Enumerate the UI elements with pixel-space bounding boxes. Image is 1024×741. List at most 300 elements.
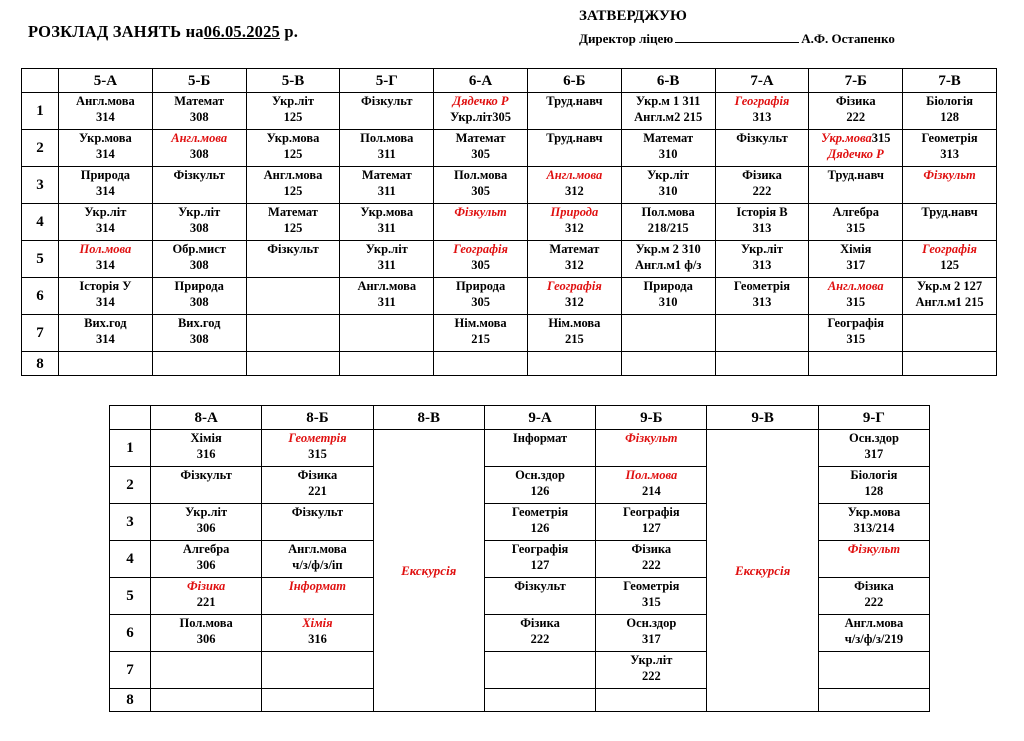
lesson-row [22, 93, 997, 130]
lesson-cell [151, 578, 262, 615]
lesson-text: 214 [641, 484, 661, 498]
lesson-text: Історія У [79, 279, 132, 293]
lesson-text: Математ [455, 131, 506, 145]
lesson-cell [340, 315, 434, 352]
lesson-cell [262, 541, 373, 578]
lesson-cell [809, 278, 903, 315]
lesson-text: 215 [471, 332, 490, 346]
signature-line [675, 42, 799, 43]
lesson-text: Пол.мова [641, 205, 695, 219]
lesson-cell [621, 93, 715, 130]
lesson-text: Фізкульт [180, 468, 232, 482]
lesson-cell [903, 167, 997, 204]
lesson-text: 305 [471, 258, 490, 272]
lesson-text: Алгебра [832, 205, 880, 219]
lesson-text: Фізкульт [173, 168, 225, 182]
lesson-cell [818, 689, 929, 712]
lesson-text: Укр.літ [365, 242, 408, 256]
lesson-cell [340, 204, 434, 241]
lesson-text: 312 [565, 258, 584, 272]
class-column-header: 8-В [373, 406, 484, 430]
lesson-text: 128 [940, 110, 959, 124]
lesson-text: 126 [530, 521, 550, 535]
lesson-text: 127 [530, 558, 550, 572]
approval-block [579, 8, 895, 47]
lesson-text: ч/з/ф/з/219 [844, 632, 904, 646]
lesson-text: 128 [864, 484, 884, 498]
lesson-row [22, 278, 997, 315]
lesson-cell [903, 241, 997, 278]
lesson-text: 311 [377, 221, 396, 235]
lesson-cell [715, 278, 809, 315]
lesson-text: 125 [283, 184, 303, 198]
lesson-text: Геометрія [623, 579, 680, 593]
lesson-cell [809, 93, 903, 130]
lesson-cell [246, 315, 340, 352]
lesson-text: Геометрія [511, 505, 569, 519]
lesson-text: 310 [658, 184, 678, 198]
lesson-number: 5 [22, 241, 59, 278]
lesson-highlighted-text: Географія [546, 279, 602, 293]
lesson-cell [151, 615, 262, 652]
excursion-cell: Екскурсія [373, 430, 484, 712]
title-suffix: р. [280, 22, 299, 41]
lesson-cell [621, 204, 715, 241]
lesson-cell [434, 167, 528, 204]
lesson-cell [621, 315, 715, 352]
lesson-cell [151, 430, 262, 467]
lesson-text: Укр.літ [740, 242, 783, 256]
lesson-text: Фізика [520, 616, 560, 630]
lesson-row [22, 315, 997, 352]
lesson-number: 8 [22, 352, 59, 376]
lesson-text: 308 [189, 221, 209, 235]
lesson-number: 4 [110, 541, 151, 578]
lesson-row [22, 130, 997, 167]
lesson-text: Математ [549, 242, 600, 256]
lesson-text: Інформат [512, 431, 568, 445]
lesson-text: 310 [658, 147, 678, 161]
lesson-text: Географія [511, 542, 569, 556]
lesson-cell [262, 430, 373, 467]
lesson-cell [809, 167, 903, 204]
lesson-text: 222 [864, 595, 884, 609]
lesson-cell [715, 241, 809, 278]
lesson-cell [340, 130, 434, 167]
lesson-cell [246, 130, 340, 167]
lesson-cell [59, 241, 153, 278]
lesson-number: 5 [110, 578, 151, 615]
lesson-text: Фізкульт [514, 579, 566, 593]
lesson-text: Укр.літ [84, 205, 127, 219]
lesson-text: 127 [641, 521, 661, 535]
lesson-number: 7 [110, 652, 151, 689]
class-column-header: 6-В [621, 69, 715, 93]
lesson-text: Нім.мова [454, 316, 507, 330]
lesson-number: 6 [110, 615, 151, 652]
lesson-cell [527, 352, 621, 376]
lesson-text: Геометрія [921, 131, 978, 145]
lesson-highlighted-text: Фізкульт [847, 542, 901, 556]
lesson-cell [621, 278, 715, 315]
lesson-text: Природа [455, 279, 506, 293]
schedule-date: 06.05.2025 [203, 22, 280, 41]
lesson-cell [152, 315, 246, 352]
lesson-text: 125 [283, 147, 303, 161]
lesson-text: Фізика [835, 94, 876, 108]
lesson-cell [151, 689, 262, 712]
lesson-text: 315 [846, 295, 866, 309]
lesson-text: Пол.мова [360, 131, 414, 145]
lesson-text: Осн.здор [848, 431, 899, 445]
lesson-cell [818, 504, 929, 541]
lesson-number: 2 [110, 467, 151, 504]
lesson-text: Біологія [850, 468, 898, 482]
lesson-text: Географія [623, 505, 680, 519]
lesson-text: Укр.мова [360, 205, 414, 219]
lesson-text: Біологія [926, 94, 974, 108]
lesson-text: 125 [940, 258, 959, 272]
lesson-text: Укр.літ305 [450, 110, 511, 124]
lesson-cell [340, 167, 434, 204]
lesson-row [22, 241, 997, 278]
excursion-cell: Екскурсія [707, 430, 818, 712]
lesson-cell [434, 204, 528, 241]
lesson-text: Алгебра [182, 542, 230, 556]
schedule-table-grades-5-7 [21, 68, 997, 376]
lesson-cell [152, 93, 246, 130]
title-prefix: РОЗКЛАД ЗАНЯТЬ на [28, 22, 204, 41]
lesson-cell [434, 315, 528, 352]
class-column-header: 7-А [715, 69, 809, 93]
lesson-text: Геометрія [733, 279, 791, 293]
lesson-text: 314 [96, 221, 115, 235]
class-column-header: 9-А [484, 406, 595, 430]
lesson-cell [596, 615, 707, 652]
lesson-cell [246, 352, 340, 376]
lesson-cell [715, 93, 809, 130]
lesson-text: 305 [471, 184, 490, 198]
lesson-cell [59, 352, 153, 376]
lesson-cell [809, 352, 903, 376]
lesson-cell [246, 167, 340, 204]
lesson-cell [434, 241, 528, 278]
lesson-cell [484, 467, 595, 504]
approve-line [579, 31, 895, 47]
class-column-header: 9-В [707, 406, 818, 430]
class-column-header: 5-Б [152, 69, 246, 93]
lesson-text: 306 [196, 521, 216, 535]
corner-cell [22, 69, 59, 93]
lesson-text: 222 [641, 669, 661, 683]
lesson-cell [262, 652, 373, 689]
lesson-text: 306 [196, 632, 216, 646]
lesson-cell [903, 204, 997, 241]
lesson-text: Природа [174, 279, 224, 293]
lesson-text: Укр.мова [79, 131, 132, 145]
lesson-text: 317 [641, 632, 661, 646]
lesson-highlighted-text: Англ.мова [546, 168, 603, 182]
lesson-cell [59, 93, 153, 130]
lesson-text: Фізкульт [267, 242, 319, 256]
lesson-cell [527, 278, 621, 315]
lesson-text: 317 [864, 447, 884, 461]
lesson-text: 222 [752, 184, 772, 198]
lesson-text: Пол.мова [179, 616, 233, 630]
approve-heading: ЗАТВЕРДЖУЮ [579, 8, 687, 24]
lesson-cell [246, 204, 340, 241]
lesson-subject-highlighted: Укр.мова [821, 131, 872, 145]
lesson-cell [527, 130, 621, 167]
lesson-text: 313 [752, 258, 772, 272]
schedule-table-grades-8-9 [109, 405, 930, 712]
lesson-cell [152, 352, 246, 376]
lesson-text: 313/214 [853, 521, 895, 535]
lesson-cell [596, 578, 707, 615]
lesson-cell [621, 352, 715, 376]
lesson-text: Історія В [736, 205, 788, 219]
lesson-cell [715, 315, 809, 352]
class-column-header: 7-Б [809, 69, 903, 93]
lesson-cell [596, 541, 707, 578]
lesson-text: 311 [377, 184, 396, 198]
lesson-text: 311 [377, 147, 396, 161]
lesson-highlighted-text: Географія [734, 94, 790, 108]
lesson-text: Фізкульт [361, 94, 413, 108]
header-row [22, 69, 997, 93]
lesson-cell [596, 504, 707, 541]
lesson-text: Географія [827, 316, 885, 330]
lesson-highlighted-text: Географія [922, 242, 977, 256]
lesson-text: Англ.м1 ф/з [634, 258, 702, 272]
lesson-cell [484, 578, 595, 615]
lesson-cell [596, 430, 707, 467]
lesson-text: 125 [283, 221, 303, 235]
lesson-cell [262, 689, 373, 712]
lesson-text: 311 [377, 295, 396, 309]
lesson-text: Англ.мова [844, 616, 904, 630]
lesson-cell [434, 93, 528, 130]
lesson-cell [818, 467, 929, 504]
lesson-cell [246, 93, 340, 130]
lesson-number: 1 [22, 93, 59, 130]
lesson-cell [262, 615, 373, 652]
lesson-cell [262, 467, 373, 504]
lesson-text: 315 [846, 332, 866, 346]
lesson-cell [340, 241, 434, 278]
lesson-row [22, 167, 997, 204]
lesson-text: 314 [96, 295, 115, 309]
class-column-header: 8-А [151, 406, 262, 430]
lesson-cell [809, 130, 903, 167]
lesson-text: Укр.м 1 311 [635, 94, 701, 108]
lesson-text: 315 [641, 595, 661, 609]
lesson-text: 308 [189, 258, 209, 272]
lesson-cell [151, 652, 262, 689]
lesson-text: 314 [96, 184, 115, 198]
class-column-header: 8-Б [262, 406, 373, 430]
lesson-cell [151, 541, 262, 578]
lesson-text: 317 [846, 258, 866, 272]
lesson-cell [434, 278, 528, 315]
lesson-text: 222 [846, 110, 866, 124]
lesson-cell [340, 93, 434, 130]
lesson-highlighted-text: Фізкульт [625, 431, 678, 445]
lesson-cell [59, 204, 153, 241]
lesson-text: 305 [471, 295, 490, 309]
lesson-highlighted-text: Природа [550, 205, 599, 219]
lesson-text: Англ.мова [263, 168, 323, 182]
lesson-text: 306 [196, 558, 216, 572]
lesson-text: 308 [189, 295, 209, 309]
lesson-highlighted-text: Хімія [302, 616, 333, 630]
lesson-highlighted-text: Фізика [187, 579, 226, 593]
lesson-text: Хімія [190, 431, 222, 445]
schedule-title [28, 22, 298, 42]
lesson-cell [59, 278, 153, 315]
lesson-cell [596, 652, 707, 689]
lesson-text: Математ [268, 205, 318, 219]
lesson-cell [152, 241, 246, 278]
lesson-cell [151, 467, 262, 504]
lesson-text: Пол.мова [453, 168, 508, 182]
lesson-text: Математ [643, 131, 694, 145]
lesson-cell [151, 504, 262, 541]
lesson-text: Вих.год [177, 316, 221, 330]
lesson-cell [809, 315, 903, 352]
lesson-cell [621, 130, 715, 167]
lesson-text: Англ.м1 215 [915, 295, 984, 309]
lesson-text: 308 [189, 147, 209, 161]
lesson-text: Нім.мова [548, 316, 601, 330]
lesson-text: Фізика [297, 468, 338, 482]
lesson-cell [262, 578, 373, 615]
lesson-highlighted-text: Англ.мова [171, 131, 228, 145]
lesson-cell [818, 578, 929, 615]
lesson-row [22, 204, 997, 241]
class-column-header: 9-Г [818, 406, 929, 430]
lesson-cell [484, 430, 595, 467]
lesson-text: 126 [530, 484, 550, 498]
lesson-cell [152, 167, 246, 204]
class-column-header: 6-Б [527, 69, 621, 93]
lesson-text: Англ.мова [76, 94, 135, 108]
lesson-text: 312 [565, 295, 584, 309]
lesson-cell [246, 278, 340, 315]
lesson-number: 4 [22, 204, 59, 241]
class-column-header: 5-А [59, 69, 153, 93]
lesson-cell [59, 167, 153, 204]
lesson-text: 305 [471, 147, 490, 161]
lesson-line [809, 130, 902, 146]
lesson-text: 313 [752, 295, 772, 309]
lesson-text: Англ.мова [288, 542, 347, 556]
lesson-text: Укр.літ [630, 653, 673, 667]
lesson-text: Хімія [840, 242, 872, 256]
lesson-cell [903, 93, 997, 130]
lesson-cell [903, 315, 997, 352]
lesson-cell [527, 315, 621, 352]
lesson-cell [818, 615, 929, 652]
lesson-text: 315 [846, 221, 866, 235]
lesson-number: 3 [22, 167, 59, 204]
lesson-text: 316 [196, 447, 216, 461]
lesson-number: 7 [22, 315, 59, 352]
lesson-cell [596, 689, 707, 712]
lesson-text: Укр.мова [847, 505, 901, 519]
lesson-text: 221 [308, 484, 327, 498]
lesson-highlighted-text: Фізкульт [923, 168, 976, 182]
lesson-highlighted-text: Пол.мова [625, 468, 678, 482]
lesson-cell [715, 204, 809, 241]
lesson-cell [527, 167, 621, 204]
lesson-number: 3 [110, 504, 151, 541]
lesson-cell [340, 352, 434, 376]
lesson-cell [434, 352, 528, 376]
lesson-text: 314 [96, 332, 115, 346]
approve-role: Директор ліцею [579, 31, 674, 46]
lesson-cell [152, 204, 246, 241]
lesson-text: Фізика [742, 168, 782, 182]
lesson-cell [59, 315, 153, 352]
header-row [110, 406, 930, 430]
lesson-text: 315 [308, 447, 327, 461]
class-column-header: 5-В [246, 69, 340, 93]
lesson-text: 310 [658, 295, 678, 309]
lesson-cell [809, 241, 903, 278]
lesson-highlighted-text: Географія [453, 242, 508, 256]
lesson-text: Англ.м2 215 [634, 110, 703, 124]
lesson-cell [715, 130, 809, 167]
lesson-cell [715, 352, 809, 376]
lesson-text: Осн.здор [626, 616, 677, 630]
lesson-highlighted-text: Дядечко Р [827, 147, 884, 161]
lesson-text: 222 [530, 632, 550, 646]
lesson-text: Укр.літ [178, 205, 221, 219]
lesson-cell [527, 241, 621, 278]
lesson-cell [809, 204, 903, 241]
lesson-cell [340, 278, 434, 315]
lesson-text: 311 [377, 258, 396, 272]
lesson-text: Укр.мова [266, 131, 320, 145]
class-column-header: 7-В [903, 69, 997, 93]
lesson-number: 6 [22, 278, 59, 315]
lesson-row [110, 430, 930, 467]
lesson-text: 308 [189, 332, 209, 346]
lesson-cell [484, 541, 595, 578]
lesson-text: Укр.м 2 310 [635, 242, 701, 256]
lesson-cell [246, 241, 340, 278]
lesson-highlighted-text: Пол.мова [79, 242, 132, 256]
lesson-text: 316 [308, 632, 327, 646]
lesson-cell [484, 689, 595, 712]
lesson-text: Природа [80, 168, 131, 182]
corner-cell [110, 406, 151, 430]
class-column-header: 6-А [434, 69, 528, 93]
lesson-room: 315 [871, 131, 891, 145]
lesson-text: Укр.м 2 127 [916, 279, 983, 293]
lesson-cell [596, 467, 707, 504]
lesson-text: ч/з/ф/з/іп [292, 558, 343, 572]
lesson-cell [903, 130, 997, 167]
lesson-cell [59, 130, 153, 167]
lesson-text: 313 [940, 147, 959, 161]
lesson-cell [484, 504, 595, 541]
class-column-header: 9-Б [596, 406, 707, 430]
lesson-cell [434, 130, 528, 167]
lesson-text: Математ [174, 94, 225, 108]
lesson-text: Математ [361, 168, 412, 182]
